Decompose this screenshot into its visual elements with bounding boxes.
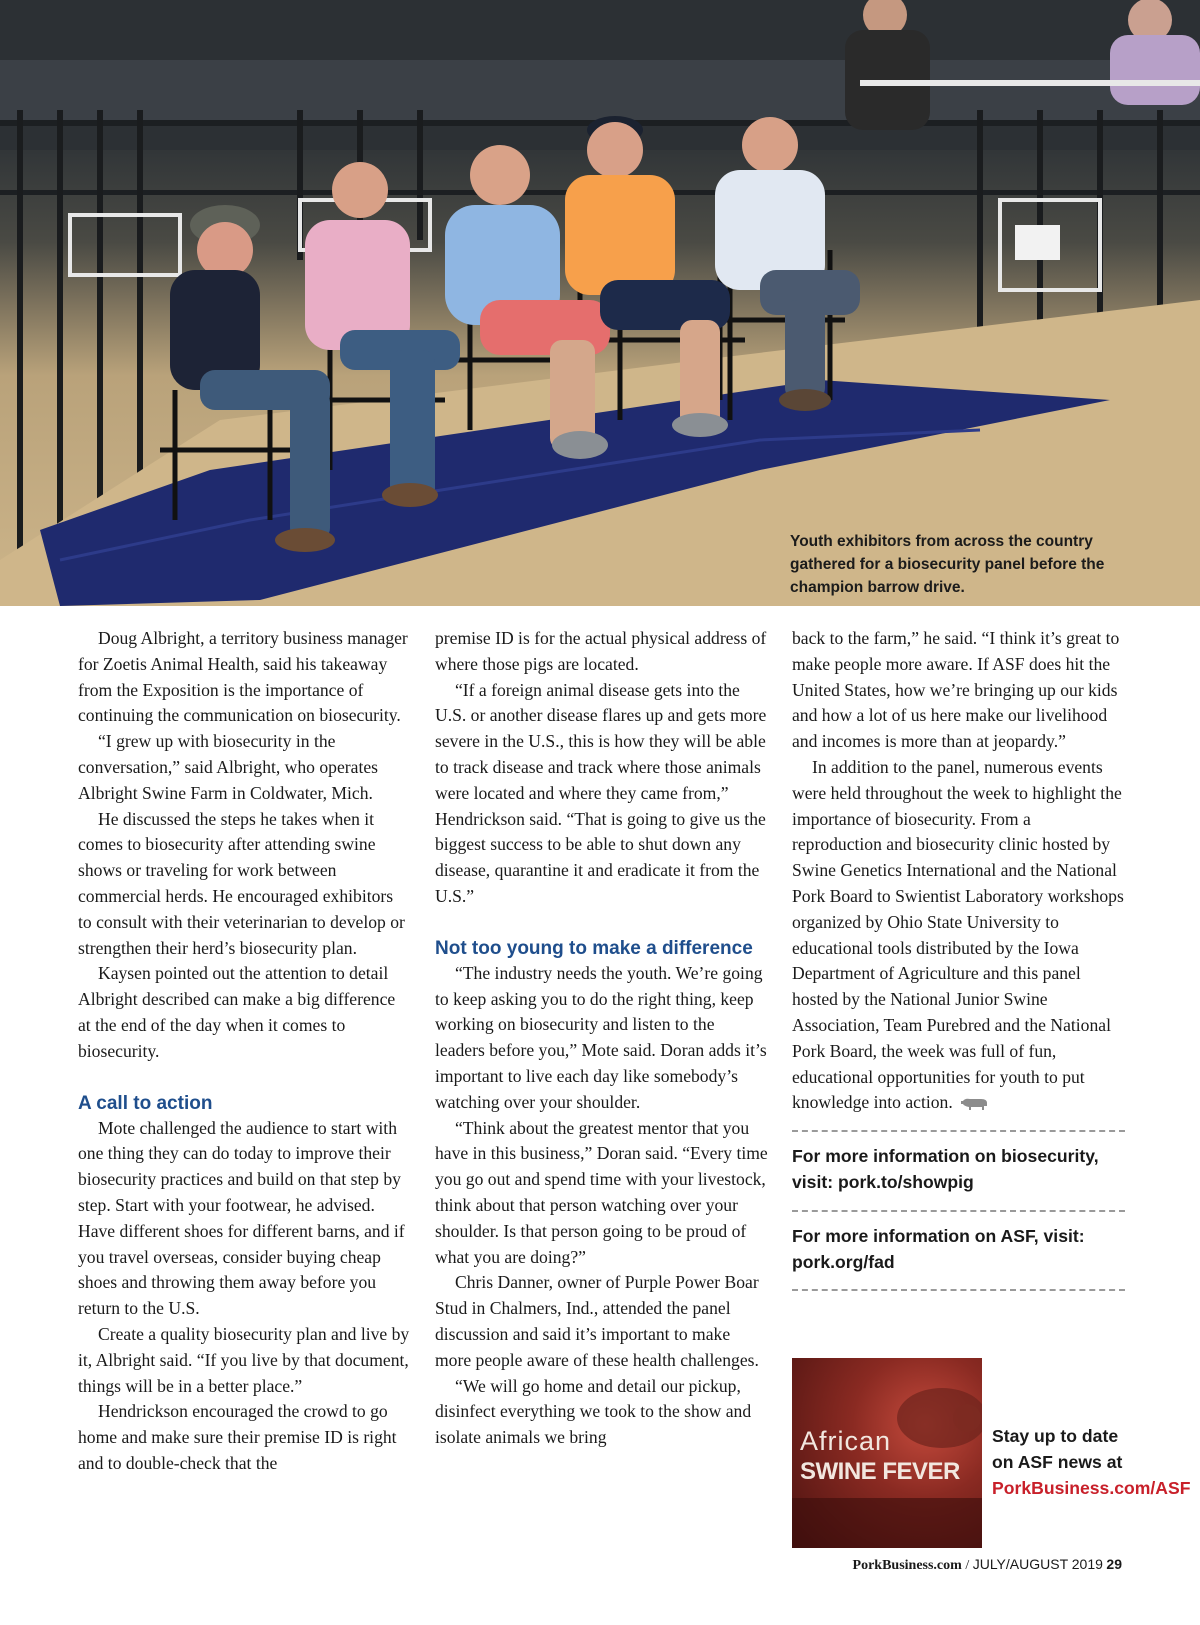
pig-end-icon [961,1097,989,1111]
asf-image-subtitle: SWINE FEVER [800,1458,960,1485]
paragraph: “We will go home and detail our pickup, disinfect everything we took to the show and isolate animals we bring [435,1375,752,1448]
paragraph: Hendrickson encouraged the crowd to go home and make sure their premise ID is right and to double-check that the [78,1401,397,1473]
asf-news-link[interactable]: PorkBusiness.com/ASF [992,1477,1191,1498]
photo-caption: Youth exhibitors from across the country gathered for a biosecurity panel before the champion barrow drive. [790,533,1105,596]
header-photo [0,0,1200,606]
footer-separator: / [961,1558,973,1573]
paragraph: Chris Danner, owner of Purple Power Boar Stud in Chalmers, Ind., attended the panel discussion and said it’s important to make more people aware of these health challenges. [435,1272,759,1370]
paragraph: Kaysen pointed out the attention to detail Albright described can make a big difference at the end of the day when it comes to biosecurity. [78,963,396,1061]
asf-promo[interactable] [792,1358,1191,1548]
page-number: 29 [1106,1556,1122,1572]
page-footer [853,1556,1122,1574]
paragraph: “Think about the greatest mentor that you have in this business,” Doran said. “Every time you go out and spend time with your livestock, think about that person watching over your shoulder. Is that person going to be proud of what you are doing?” [435,1117,768,1267]
paragraph: He discussed the steps he takes when it comes to biosecurity after attending swine shows or traveling for work between commercial herds. He encouraged exhibitors to consult with their veterinarian to develop or strengthen their herd’s biosecurity plan. [78,808,405,958]
paragraph: Mote challenged the audience to start with one thing they can do today to improve their biosecurity practices and build on that step by step. Start with your footwear, he advised. Have different shoes for different barns, and if you travel overseas, consider buying cheap shoes and throwing them away before you return to the U.S. [78,1117,405,1319]
biosecurity-info: For more information on biosecurity, visit: pork.to/showpig [792,1146,1099,1192]
paragraph: Doug Albright, a territory business manager for Zoetis Animal Health, said his takeaway from the Exposition is the importance of continuing the communication on biosecurity. [78,628,408,726]
asf-image-title: African [800,1426,892,1456]
dashed-divider [792,1210,1125,1212]
paragraph [792,755,1125,1116]
dashed-divider [792,1289,1125,1291]
paragraph: “I grew up with biosecurity in the conversation,” said Albright, who operates Albright Swine Farm in Coldwater, Mich. [78,731,378,803]
section-heading: Not too young to make a difference [435,937,753,959]
asf-promo-text [992,1424,1191,1501]
section-heading: A call to action [78,1092,213,1114]
paragraph: “If a foreign animal disease gets into the U.S. or another disease flares up and gets more severe in the U.S., this is how they will be able to track disease and track where those animals were located and where they came from,” Hendrickson said. “That is going to give us the biggest success to be able to shut down any disease, quarantine it and eradicate it from the U.S.” [435,679,767,906]
panel-photo-illustration [0,0,1200,606]
article-column-3 [792,626,1125,1303]
article-column-1 [78,626,411,1477]
paragraph: back to the farm,” he said. “I think it’s great to make people more aware. If ASF does hit the United States, how we’re bringing up our kids and how a lot of us here make our livelihood and incomes is more than at jeopardy.” [792,628,1120,752]
dashed-divider [792,1130,1125,1132]
paragraph-text: In addition to the panel, numerous events were held throughout the week to highlight the importance of biosecurity. From a reproduction and biosecurity clinic hosted by Swine Genetics International and the National Pork Board to Swientist Laboratory workshops organized by Ohio State University to educational tools distributed by the Iowa Department of Agriculture and this panel hosted by the National Junior Swine Association, Team Purebred and the National Pork Board, the week was full of fun, educational opportunities for youth to put knowledge into action. [792,756,1124,1113]
paragraph: premise ID is for the actual physical address of where those pigs are located. [435,628,767,674]
asf-info: For more information on ASF, visit: pork.org/fad [792,1225,1085,1272]
footer-issue: JULY/AUGUST 2019 [972,1556,1103,1572]
paragraph: “The industry needs the youth. We’re going to keep asking you to do the right thing, keep working on biosecurity and listen to the leaders before you,” Mote said. Doran adds it’s important to live each day like somebody’s watching over your shoulder. [435,962,767,1112]
asf-promo-lead: Stay up to date on ASF news at [992,1426,1123,1472]
asf-promo-image [792,1358,982,1548]
footer-site: PorkBusiness.com [852,1558,962,1573]
article-column-2 [435,626,768,1451]
paragraph: Create a quality biosecurity plan and live by it, Albright said. “If you live by that document, things will be in a better place.” [78,1323,410,1396]
